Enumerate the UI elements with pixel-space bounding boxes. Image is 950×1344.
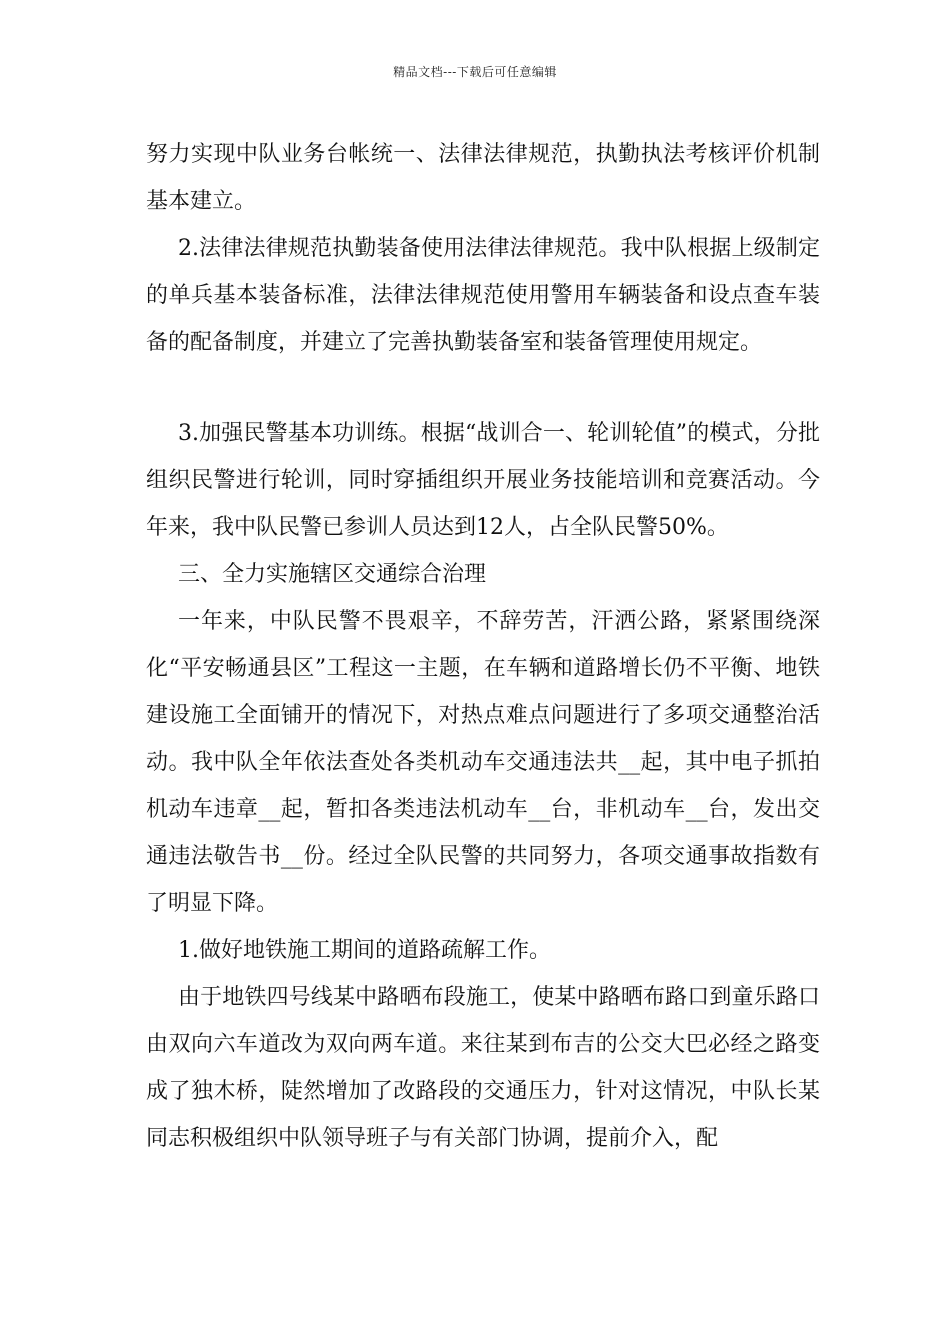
paragraph-metro: 由于地铁四号线某中路晒布段施工，使某中路晒布路口到童乐路口由双向六车道改为双向两车道。来往某到布吉的公交大巴必经之路变成了独木桥，陡然增加了改路段的交通压力，针对这情况，中队长某同志积极组织中队领导班子与有关部门协调，提前介入，配 (146, 985, 820, 1151)
section-heading: 三、全力实施辖区交通综合治理 (178, 562, 487, 587)
subheading-metro: 1.做好地铁施工期间的道路疏解工作。 (178, 938, 551, 963)
paragraph-governance: 一年来，中队民警不畏艰辛，不辞劳苦，汗洒公路，紧紧围绕深化“平安畅通县区”工程这一主题，在车辆和道路增长仍不平衡、地铁建设施工全面铺开的情况下，对热点难点问题进行了多项交通整治活动。我中队全年依法查处各类机动车交通违法共__起，其中电子抓拍机动车违章__起，暂扣各类违法机动车__台，非机动车__台，发出交通违法敬告书__份。经过全队民警的共同努力，各项交通事故指数有了明显下降。 (146, 609, 820, 916)
paragraph-continuation: 努力实现中队业务台帐统一、法律法律规范，执勤执法考核评价机制基本建立。 (146, 142, 820, 214)
paragraph-training: 3.加强民警基本功训练。根据“战训合一、轮训轮值”的模式，分批组织民警进行轮训，同时穿插组织开展业务技能培训和竞赛活动。今年来，我中队民警已参训人员达到12人，占全队民警50%。 (146, 421, 820, 540)
document-body (146, 131, 820, 1162)
paragraph-equipment: 2.法律法律规范执勤装备使用法律法律规范。我中队根据上级制定的单兵基本装备标准，法律法律规范使用警用车辆装备和设点查车装备的配备制度，并建立了完善执勤装备室和装备管理使用规定。 (146, 236, 820, 355)
page-header: 精品文档---下载后可任意编辑 (393, 65, 557, 79)
